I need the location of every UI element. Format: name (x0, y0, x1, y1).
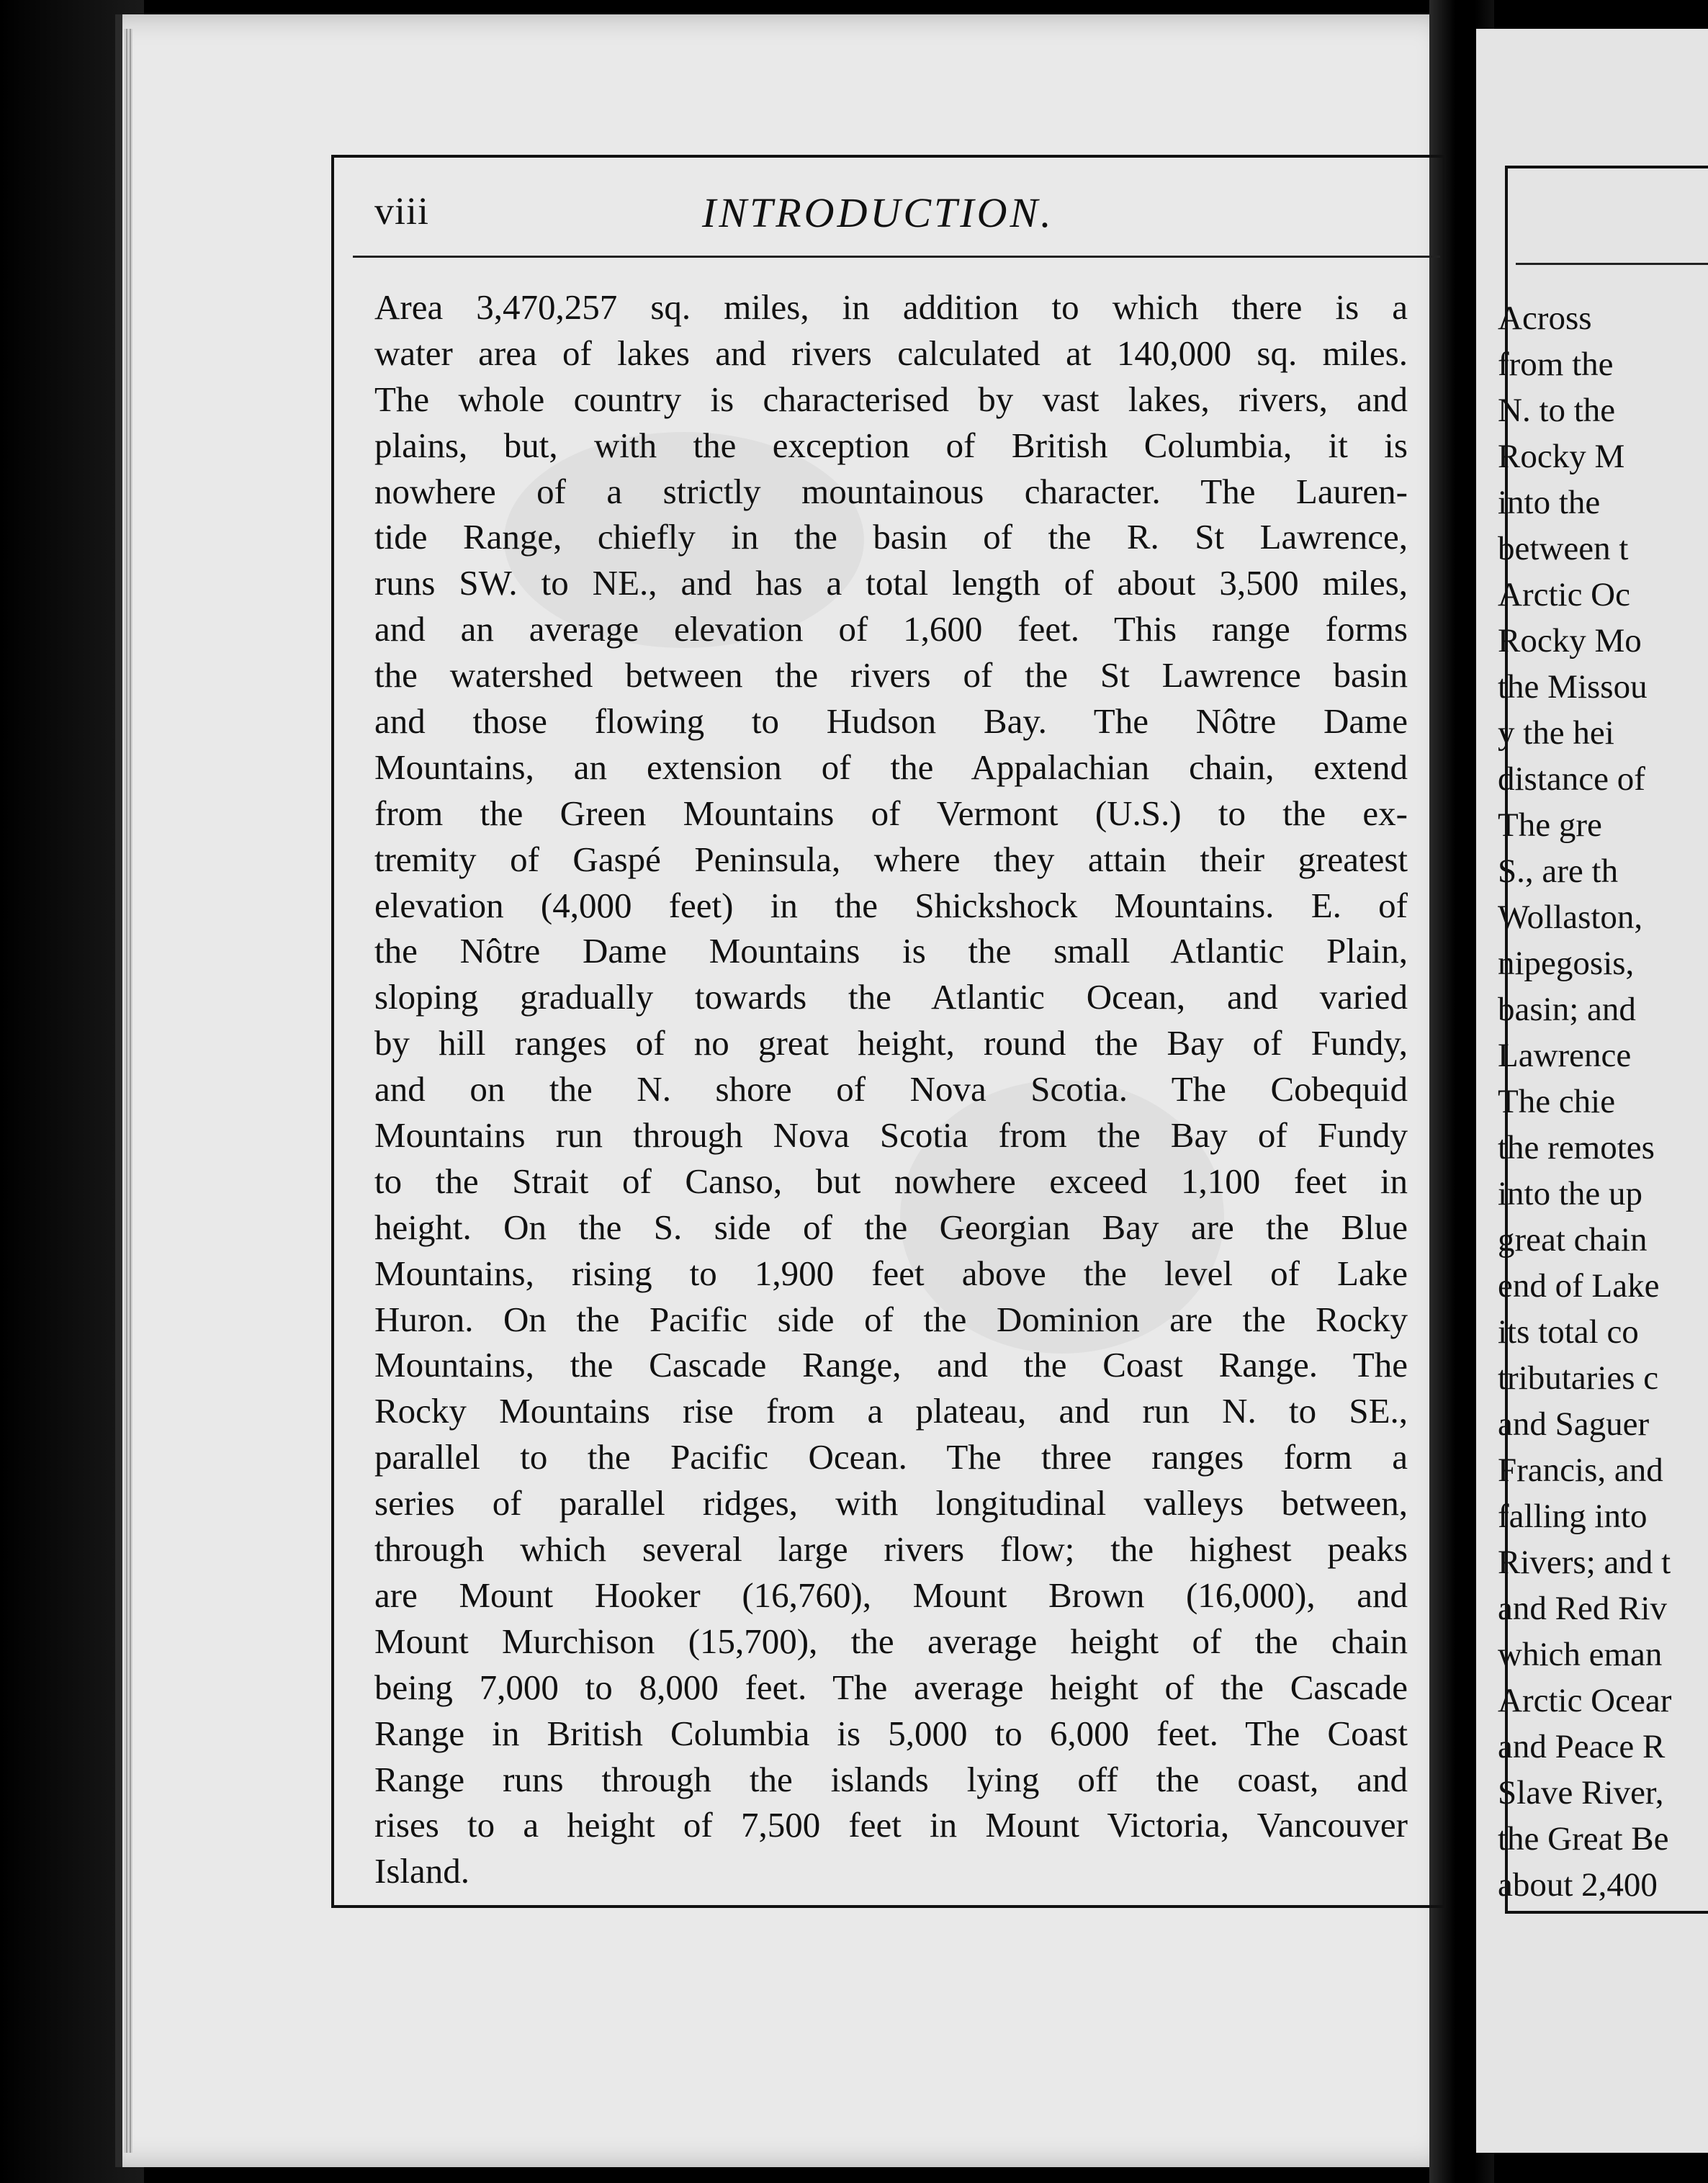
facing-text-line: tributaries c (1498, 1359, 1659, 1397)
text-line: parallel to the Pacific Ocean. The three ranges form a (374, 1437, 1408, 1477)
facing-text-line: Rocky M (1498, 438, 1625, 475)
page-title: INTRODUCTION. (702, 189, 1054, 236)
text-line: The whole country is characterised by vast lakes, rivers, and (374, 379, 1408, 419)
text-line: and those flowing to Hudson Bay. The Nôtre Dame (374, 701, 1408, 742)
text-line: plains, but, with the exception of British Columbia, it is (374, 425, 1408, 465)
text-line: the watershed between the rivers of the St Lawrence basin (374, 655, 1408, 696)
page-edges (124, 29, 132, 2153)
facing-text-line: The chie (1498, 1083, 1616, 1120)
body-text (374, 284, 1408, 1894)
facing-text-line: Across (1498, 300, 1592, 337)
text-line: the Nôtre Dame Mountains is the small Atlantic Plain, (374, 931, 1408, 971)
text-line: Mountains, an extension of the Appalachian chain, extend (374, 747, 1408, 787)
facing-text-line: which eman (1498, 1636, 1663, 1673)
text-line: and an average elevation of 1,600 feet. This range forms (374, 609, 1408, 649)
facing-page-rule (1516, 263, 1708, 265)
text-line: runs SW. to NE., and has a total length of about 3,500 miles, (374, 563, 1408, 603)
facing-text-line: Rocky Mo (1498, 622, 1642, 660)
text-line: are Mount Hooker (16,760), Mount Brown (16,000), and (374, 1575, 1408, 1615)
facing-text-line: the Missou (1498, 668, 1648, 706)
facing-text-line: the Great Be (1498, 1820, 1669, 1858)
text-line: Mount Murchison (15,700), the average height of the chain (374, 1621, 1408, 1661)
facing-text-line: Arctic Ocear (1498, 1682, 1672, 1719)
text-line: to the Strait of Canso, but nowhere exceed 1,100 feet in (374, 1161, 1408, 1201)
text-line: Area 3,470,257 sq. miles, in addition to which there is a (374, 287, 1408, 327)
facing-text-line: and Saguer (1498, 1405, 1650, 1443)
text-line: series of parallel ridges, with longitudinal valleys between, (374, 1483, 1408, 1523)
facing-text-line: its total co (1498, 1313, 1639, 1351)
text-line: Range in British Columbia is 5,000 to 6,000 feet. The Coast (374, 1713, 1408, 1753)
text-line: elevation (4,000 feet) in the Shickshock Mountains. E. of (374, 885, 1408, 925)
facing-text-line: Francis, and (1498, 1451, 1663, 1489)
facing-text-line: from the (1498, 346, 1614, 383)
facing-text-line: the remotes (1498, 1129, 1655, 1166)
text-line: tide Range, chiefly in the basin of the R. St Lawrence, (374, 517, 1408, 557)
text-line: Mountains run through Nova Scotia from the Bay of Fundy (374, 1115, 1408, 1156)
text-line: through which several large rivers flow; the highest peaks (374, 1529, 1408, 1570)
facing-text-line: Wollaston, (1498, 899, 1643, 936)
facing-text-line: and Peace R (1498, 1728, 1666, 1765)
text-line: Rocky Mountains rise from a plateau, and run N. to SE., (374, 1391, 1408, 1431)
text-line: rises to a height of 7,500 feet in Mount Victoria, Vancouver (374, 1805, 1408, 1845)
facing-text-line: Lawrence (1498, 1037, 1632, 1074)
facing-text-line: Rivers; and t (1498, 1544, 1671, 1581)
text-line: sloping gradually towards the Atlantic Ocean, and varied (374, 977, 1408, 1017)
header-rule (353, 256, 1440, 258)
facing-text-line: end of Lake (1498, 1267, 1660, 1305)
text-line: Mountains, rising to 1,900 feet above the level of Lake (374, 1253, 1408, 1293)
text-line: Range runs through the islands lying off the coast, and (374, 1759, 1408, 1799)
running-header (374, 189, 1404, 246)
text-line: and on the N. shore of Nova Scotia. The Cobequid (374, 1069, 1408, 1109)
text-line: nowhere of a strictly mountainous character. The Lauren- (374, 471, 1408, 511)
facing-text-line: y the hei (1498, 714, 1614, 752)
text-line: Island. (374, 1851, 469, 1891)
facing-text-line: between t (1498, 530, 1629, 567)
text-line: tremity of Gaspé Peninsula, where they attain their greatest (374, 839, 1408, 879)
facing-text-line: basin; and (1498, 991, 1636, 1028)
facing-text-line: falling into (1498, 1498, 1648, 1535)
facing-text-line: into the (1498, 484, 1601, 521)
facing-text-line: great chain (1498, 1221, 1648, 1259)
text-line: Huron. On the Pacific side of the Dominion are the Rocky (374, 1299, 1408, 1339)
text-line: being 7,000 to 8,000 feet. The average height of the Cascade (374, 1667, 1408, 1707)
facing-page-text (1498, 295, 1708, 1908)
page-number: viii (374, 189, 430, 233)
text-line: from the Green Mountains of Vermont (U.S.) to the ex- (374, 793, 1408, 833)
facing-text-line: The gre (1498, 806, 1602, 844)
facing-text-line: distance of (1498, 760, 1645, 798)
facing-text-line: Slave River, (1498, 1774, 1664, 1811)
facing-text-line: Arctic Oc (1498, 576, 1630, 613)
text-line: Mountains, the Cascade Range, and the Coast Range. The (374, 1345, 1408, 1385)
text-line: by hill ranges of no great height, round the Bay of Fundy, (374, 1023, 1408, 1063)
facing-text-line: nipegosis, (1498, 945, 1635, 982)
facing-text-line: N. to the (1498, 392, 1616, 429)
text-line: water area of lakes and rivers calculated at 140,000 sq. miles. (374, 333, 1408, 373)
facing-text-line: about 2,400 (1498, 1866, 1658, 1904)
text-line: height. On the S. side of the Georgian Bay are the Blue (374, 1207, 1408, 1247)
facing-text-line: S., are th (1498, 852, 1619, 890)
facing-text-line: and Red Riv (1498, 1590, 1667, 1627)
facing-text-line: into the up (1498, 1175, 1643, 1212)
